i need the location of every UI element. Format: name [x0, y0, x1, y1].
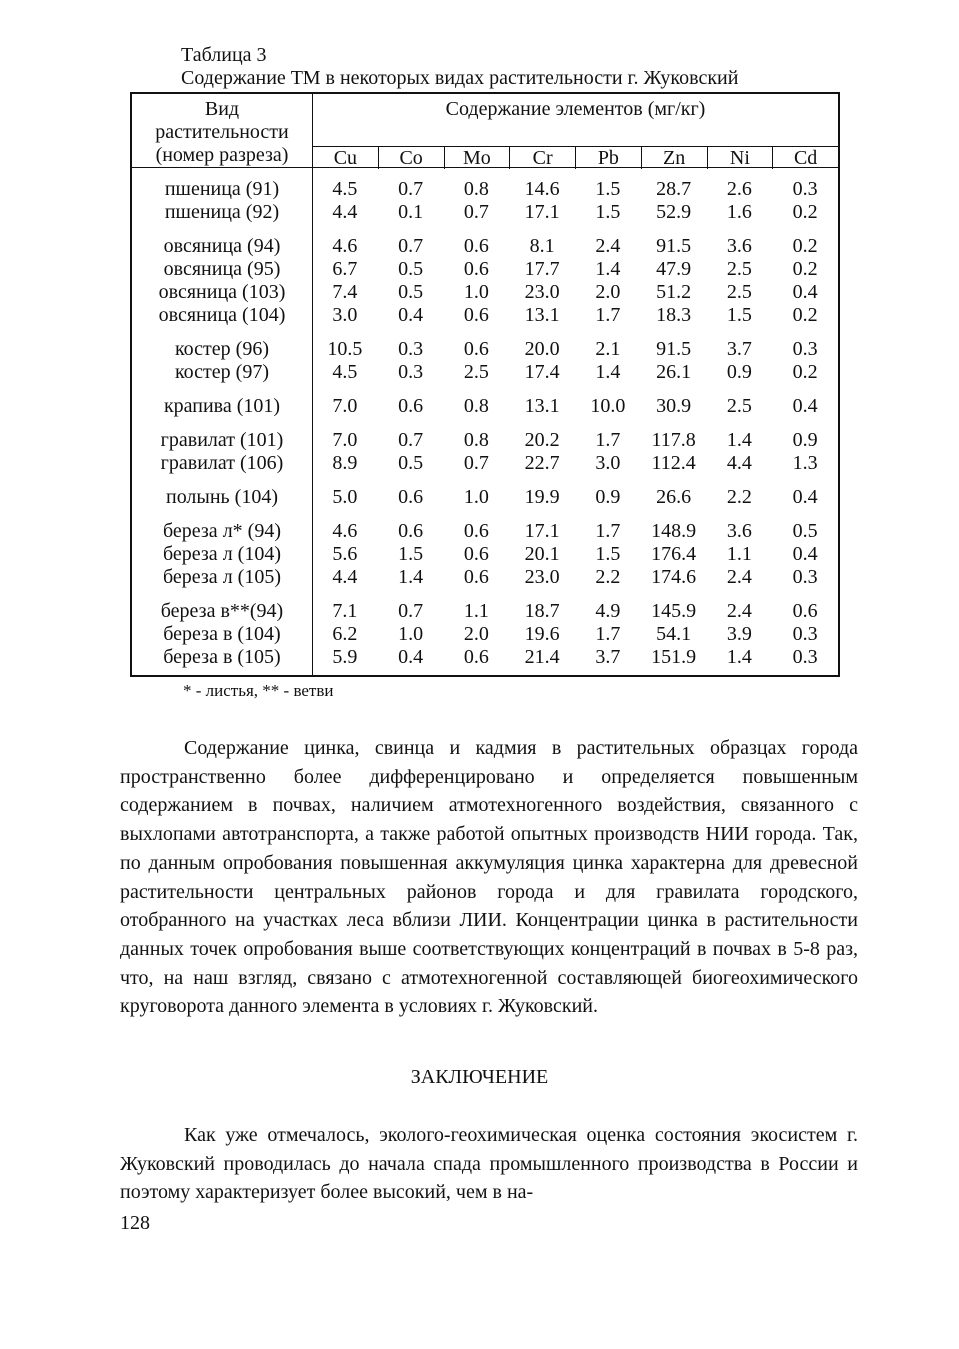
paragraph-text: Содержание цинка, свинца и кадмия в растительных образцах города пространственно более дифференцировано и определяется повышенным содержанием в почвах, наличием атмотехногенного воздействия, связанного с выхлопами автотранспорта, а также работой опытных производств НИИ города. Так, по данным опробования повышенная аккумуляция цинка характерна для древесной растительности центральных районов города и для гравилата городского, отобранного на участках леса вблизи ЛИИ. Концентрации цинка в растительности данных точек опробования выше соответствующих концентраций в почвах в 5-8 раз, что, на наш взгляд, связано с атмотехногенной составляющей биогеохимического круговорота данного элемента в условиях г. Жуковский.: [120, 737, 858, 1018]
element-value: 0.4: [792, 543, 818, 565]
element-value: 0.7: [398, 600, 424, 622]
element-value: 2.5: [726, 395, 752, 417]
element-value: 1.4: [595, 361, 621, 383]
element-value: 1.5: [595, 178, 621, 200]
element-value: 2.1: [595, 338, 621, 360]
element-value: 14.6: [524, 178, 560, 200]
element-value: 17.4: [524, 361, 560, 383]
element-value: 0.7: [463, 201, 489, 223]
header-vegetation-line: (номер разреза): [155, 144, 289, 166]
element-value: 1.7: [595, 429, 621, 451]
element-value: 91.5: [656, 338, 692, 360]
element-value: 7.0: [332, 395, 358, 417]
element-value: 19.6: [524, 623, 560, 645]
element-value: 20.0: [524, 338, 560, 360]
table-row: [132, 395, 838, 418]
table-row: [132, 338, 838, 361]
element-value: 0.9: [726, 361, 752, 383]
element-value: 30.9: [656, 395, 692, 417]
element-value: 0.2: [792, 258, 818, 280]
element-value: 174.6: [651, 566, 697, 588]
element-value: 0.4: [792, 486, 818, 508]
element-value: 6.2: [332, 623, 358, 645]
element-value: 0.2: [792, 201, 818, 223]
table-row: [132, 178, 838, 201]
element-value: 5.9: [332, 646, 358, 668]
element-value: 0.5: [792, 520, 818, 542]
element-value: 4.5: [332, 361, 358, 383]
element-header: Ni: [707, 147, 773, 169]
element-value: 1.4: [595, 258, 621, 280]
element-value: 1.3: [792, 452, 818, 474]
element-value: 1.7: [595, 623, 621, 645]
element-value: 3.0: [332, 304, 358, 326]
element-value: 2.5: [726, 281, 752, 303]
paragraph: [120, 734, 858, 1021]
element-value: 21.4: [524, 646, 560, 668]
element-value: 0.8: [463, 395, 489, 417]
element-value: 2.4: [726, 566, 752, 588]
element-value: 10.0: [590, 395, 626, 417]
vegetation-name: полынь (104): [165, 486, 278, 508]
element-value: 2.4: [726, 600, 752, 622]
element-value: 2.0: [463, 623, 489, 645]
element-value: 0.6: [398, 395, 424, 417]
element-value: 0.6: [463, 338, 489, 360]
element-header-row: [313, 146, 838, 169]
element-header: Cd: [772, 147, 838, 169]
vegetation-name: овсяница (94): [163, 235, 281, 257]
element-value: 0.6: [463, 258, 489, 280]
element-value: 3.6: [726, 235, 752, 257]
element-header: Co: [378, 147, 444, 169]
element-value: 0.4: [398, 646, 424, 668]
element-header: Pb: [575, 147, 641, 169]
element-value: 2.2: [595, 566, 621, 588]
vegetation-name: крапива (101): [163, 395, 281, 417]
element-value: 0.4: [792, 281, 818, 303]
element-value: 2.4: [595, 235, 621, 257]
element-value: 17.7: [524, 258, 560, 280]
element-value: 0.6: [463, 235, 489, 257]
table-row: [132, 566, 838, 589]
table-footnote: * - листья, ** - ветви: [183, 681, 334, 700]
element-value: 6.7: [332, 258, 358, 280]
paragraph: [120, 1121, 858, 1207]
element-value: 13.1: [524, 304, 560, 326]
element-value: 1.4: [726, 429, 752, 451]
element-value: 0.6: [398, 520, 424, 542]
element-value: 0.9: [792, 429, 818, 451]
vegetation-name: гравилат (106): [160, 452, 284, 474]
table-title: Содержание ТМ в некоторых видах растительности г. Жуковский: [181, 67, 739, 89]
vegetation-name: береза л (105): [163, 566, 281, 588]
element-value: 1.0: [463, 281, 489, 303]
table-row: [132, 201, 838, 224]
element-value: 145.9: [651, 600, 697, 622]
element-value: 0.6: [463, 543, 489, 565]
element-value: 22.7: [524, 452, 560, 474]
element-value: 0.6: [463, 646, 489, 668]
header-vegetation-line: Вид: [204, 98, 240, 120]
element-value: 13.1: [524, 395, 560, 417]
element-header: Cu: [333, 147, 358, 169]
element-value: 3.0: [595, 452, 621, 474]
element-value: 0.3: [792, 566, 818, 588]
element-value: 1.4: [726, 646, 752, 668]
table-row: [132, 258, 838, 281]
element-value: 1.4: [398, 566, 424, 588]
element-value: 4.4: [726, 452, 752, 474]
element-value: 0.7: [398, 429, 424, 451]
table-row: [132, 304, 838, 327]
element-value: 0.6: [463, 566, 489, 588]
element-value: 0.6: [792, 600, 818, 622]
vegetation-name: береза в (105): [163, 646, 281, 668]
element-value: 117.8: [651, 429, 696, 451]
vegetation-name: пшеница (91): [164, 178, 280, 200]
element-value: 1.7: [595, 520, 621, 542]
element-value: 4.4: [332, 566, 358, 588]
table-row: [132, 520, 838, 543]
element-value: 7.1: [332, 600, 358, 622]
element-header: Zn: [641, 147, 707, 169]
element-value: 1.5: [726, 304, 752, 326]
header-rule: [132, 167, 838, 168]
element-value: 0.2: [792, 235, 818, 257]
element-value: 3.7: [726, 338, 752, 360]
page-number: 128: [120, 1212, 150, 1234]
element-value: 0.3: [398, 361, 424, 383]
element-value: 23.0: [524, 566, 560, 588]
table-body: [132, 178, 838, 669]
element-value: 5.6: [332, 543, 358, 565]
element-value: 2.2: [726, 486, 752, 508]
element-value: 1.5: [595, 201, 621, 223]
element-value: 23.0: [524, 281, 560, 303]
element-value: 8.1: [529, 235, 555, 257]
element-value: 151.9: [651, 646, 697, 668]
vegetation-name: береза л (104): [163, 543, 281, 565]
vegetation-name: овсяница (103): [158, 281, 286, 303]
element-value: 20.2: [524, 429, 560, 451]
element-value: 5.0: [332, 486, 358, 508]
vegetation-name: береза в**(94): [160, 600, 284, 622]
table-number: Таблица 3: [181, 44, 267, 66]
element-header: Cr: [509, 147, 575, 169]
element-value: 8.9: [332, 452, 358, 474]
element-value: 47.9: [656, 258, 692, 280]
element-value: 0.4: [398, 304, 424, 326]
element-value: 148.9: [651, 520, 697, 542]
element-value: 0.7: [398, 235, 424, 257]
element-value: 7.4: [332, 281, 358, 303]
element-value: 0.5: [398, 258, 424, 280]
vegetation-name: пшеница (92): [164, 201, 280, 223]
element-value: 0.2: [792, 304, 818, 326]
table-row: [132, 646, 838, 669]
element-value: 4.9: [595, 600, 621, 622]
vegetation-name: костер (97): [174, 361, 269, 383]
element-value: 0.5: [398, 452, 424, 474]
table-row: [132, 235, 838, 258]
element-value: 0.4: [792, 395, 818, 417]
element-value: 10.5: [327, 338, 363, 360]
table-row: [132, 623, 838, 646]
table-row: [132, 486, 838, 509]
header-element-content: Содержание элементов (мг/кг): [445, 98, 706, 120]
element-value: 1.7: [595, 304, 621, 326]
element-value: 0.5: [398, 281, 424, 303]
table-row: [132, 429, 838, 452]
element-value: 19.9: [524, 486, 560, 508]
element-value: 4.6: [332, 235, 358, 257]
element-value: 26.6: [656, 486, 692, 508]
element-value: 17.1: [524, 520, 560, 542]
vegetation-name: береза л* (94): [163, 520, 281, 542]
element-value: 4.6: [332, 520, 358, 542]
element-value: 18.3: [656, 304, 692, 326]
element-value: 3.6: [726, 520, 752, 542]
vegetation-name: костер (96): [174, 338, 269, 360]
element-value: 1.5: [595, 543, 621, 565]
element-value: 1.1: [726, 543, 752, 565]
element-value: 0.3: [792, 623, 818, 645]
table-row: [132, 600, 838, 623]
element-value: 0.7: [463, 452, 489, 474]
section-heading: ЗАКЛЮЧЕНИЕ: [410, 1066, 549, 1088]
element-value: 26.1: [656, 361, 692, 383]
vegetation-name: овсяница (95): [163, 258, 281, 280]
element-value: 20.1: [524, 543, 560, 565]
element-value: 1.0: [463, 486, 489, 508]
element-value: 0.2: [792, 361, 818, 383]
element-value: 0.3: [792, 646, 818, 668]
element-value: 7.0: [332, 429, 358, 451]
element-value: 2.5: [463, 361, 489, 383]
element-value: 18.7: [524, 600, 560, 622]
table-row: [132, 543, 838, 566]
element-value: 17.1: [524, 201, 560, 223]
header-vegetation-line: растительности: [155, 121, 289, 143]
element-value: 51.2: [656, 281, 692, 303]
element-value: 3.7: [595, 646, 621, 668]
element-value: 0.6: [463, 304, 489, 326]
element-value: 0.8: [463, 178, 489, 200]
element-value: 2.6: [726, 178, 752, 200]
element-value: 1.0: [398, 623, 424, 645]
element-value: 4.5: [332, 178, 358, 200]
element-value: 52.9: [656, 201, 692, 223]
element-value: 4.4: [332, 201, 358, 223]
element-value: 0.1: [398, 201, 424, 223]
table-row: [132, 361, 838, 384]
element-header: Mo: [444, 147, 510, 169]
element-value: 91.5: [656, 235, 692, 257]
element-value: 1.1: [463, 600, 489, 622]
data-table: [130, 92, 840, 677]
element-value: 2.0: [595, 281, 621, 303]
element-value: 0.9: [595, 486, 621, 508]
element-value: 112.4: [651, 452, 696, 474]
element-value: 1.6: [726, 201, 752, 223]
element-value: 0.6: [398, 486, 424, 508]
table-row: [132, 452, 838, 475]
vegetation-name: овсяница (104): [158, 304, 286, 326]
element-value: 0.6: [463, 520, 489, 542]
vegetation-name: гравилат (101): [160, 429, 284, 451]
element-value: 0.7: [398, 178, 424, 200]
element-value: 0.3: [792, 178, 818, 200]
element-value: 2.5: [726, 258, 752, 280]
vegetation-name: береза в (104): [163, 623, 281, 645]
paragraph-text: Как уже отмечалось, эколого-геохимическая оценка состояния экосистем г. Жуковский проводилась до начала спада промышленного производства в России и поэтому характеризует более высокий, чем в на-: [120, 1124, 858, 1204]
element-value: 1.5: [398, 543, 424, 565]
element-value: 0.3: [398, 338, 424, 360]
header-vegetation: [132, 98, 312, 167]
table-row: [132, 281, 838, 304]
element-value: 0.8: [463, 429, 489, 451]
element-value: 0.3: [792, 338, 818, 360]
element-value: 3.9: [726, 623, 752, 645]
element-value: 54.1: [656, 623, 692, 645]
element-value: 28.7: [656, 178, 692, 200]
element-value: 176.4: [651, 543, 697, 565]
